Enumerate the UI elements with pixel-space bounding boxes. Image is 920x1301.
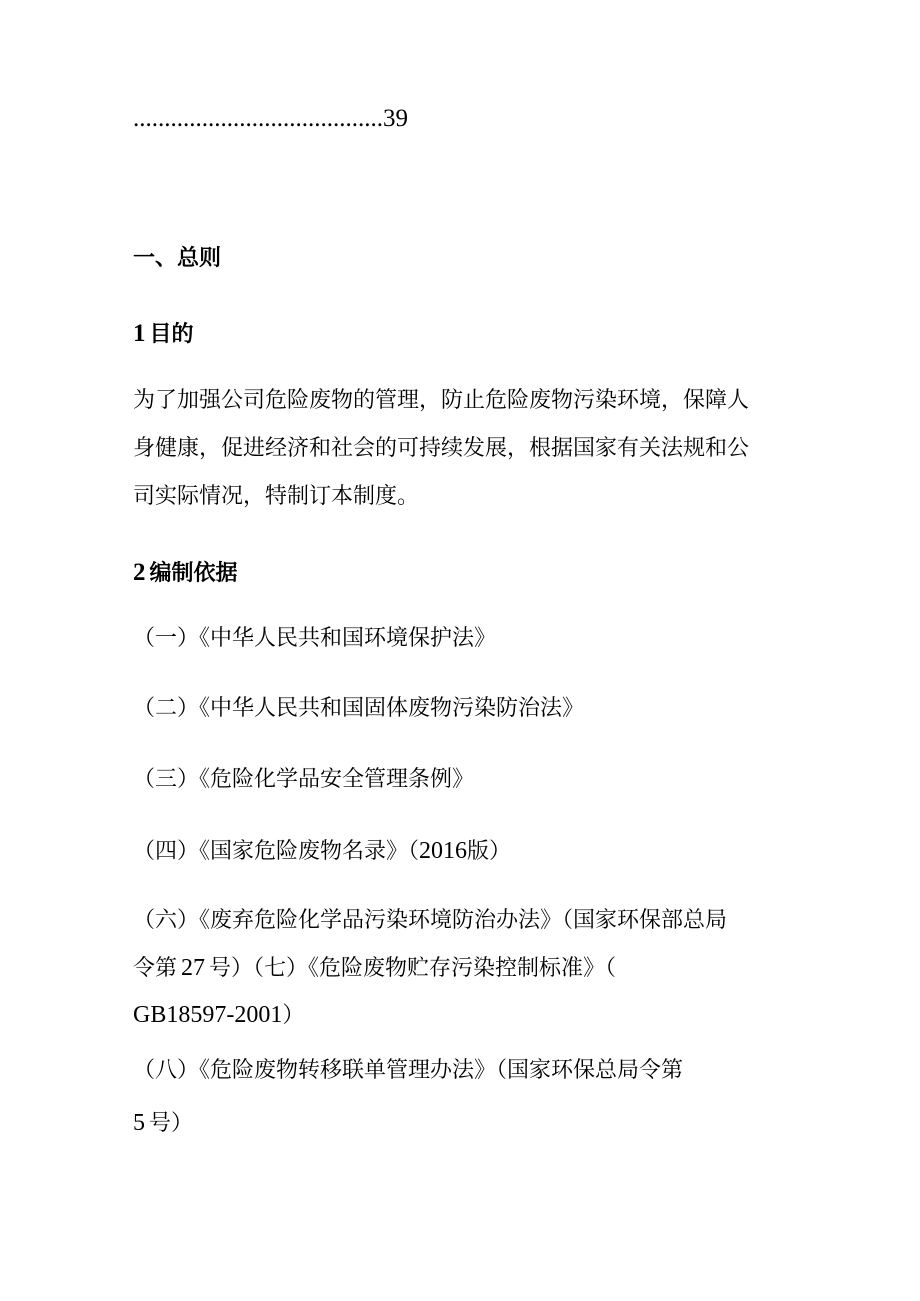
section-number: 2 — [133, 559, 146, 586]
chapter-title: 一、总则 — [133, 246, 222, 271]
purpose-paragraph-line-2: 身健康，促进经济和社会的可持续发展，根据国家有关法规和公 — [133, 436, 750, 461]
basis-item-7-code-line — [133, 1000, 304, 1031]
basis-item-8-line-1: （八）《危险废物转移联单管理办法》（国家环保总局令第 — [133, 1058, 684, 1083]
item-text: 令第 — [133, 956, 178, 981]
standard-code: GB18597-2001 — [133, 1002, 283, 1028]
section-title: 目的 — [149, 322, 194, 347]
basis-item-3: （三）《危险化学品安全管理条例》 — [133, 767, 475, 792]
toc-tail-entry: ........................................39 — [133, 105, 408, 132]
purpose-paragraph-line-1: 为了加强公司危险废物的管理，防止危险废物污染环境，保障人 — [133, 388, 750, 413]
basis-item-2: （二）《中华人民共和国固体废物污染防治法》 — [133, 696, 585, 721]
purpose-paragraph-line-3: 司实际情况，特制订本制度。 — [133, 484, 420, 509]
item-text-end: 号）（七）《危险废物贮存污染控制标准》（ — [209, 956, 617, 981]
section-title: 编制依据 — [149, 561, 238, 586]
section-heading-basis — [133, 558, 238, 589]
item-text-end: 号） — [149, 1111, 194, 1136]
item-number: 27 — [181, 955, 206, 981]
section-heading-purpose — [133, 319, 194, 350]
item-text-end: ） — [282, 1003, 305, 1028]
item-number: 5 — [133, 1110, 145, 1136]
section-number: 1 — [133, 320, 146, 347]
item-text-end: 版） — [467, 839, 512, 864]
item-text: （四）《国家危险废物名录》（ — [133, 839, 420, 864]
basis-item-6-line-2 — [133, 953, 616, 984]
basis-item-1: （一）《中华人民共和国环境保护法》 — [133, 626, 497, 651]
item-year: 2016 — [419, 838, 468, 864]
basis-item-4 — [133, 836, 511, 867]
basis-item-6-line-1: （六）《废弃危险化学品污染环境防治办法》（国家环保部总局 — [133, 908, 728, 933]
basis-item-8-line-2 — [133, 1108, 193, 1139]
